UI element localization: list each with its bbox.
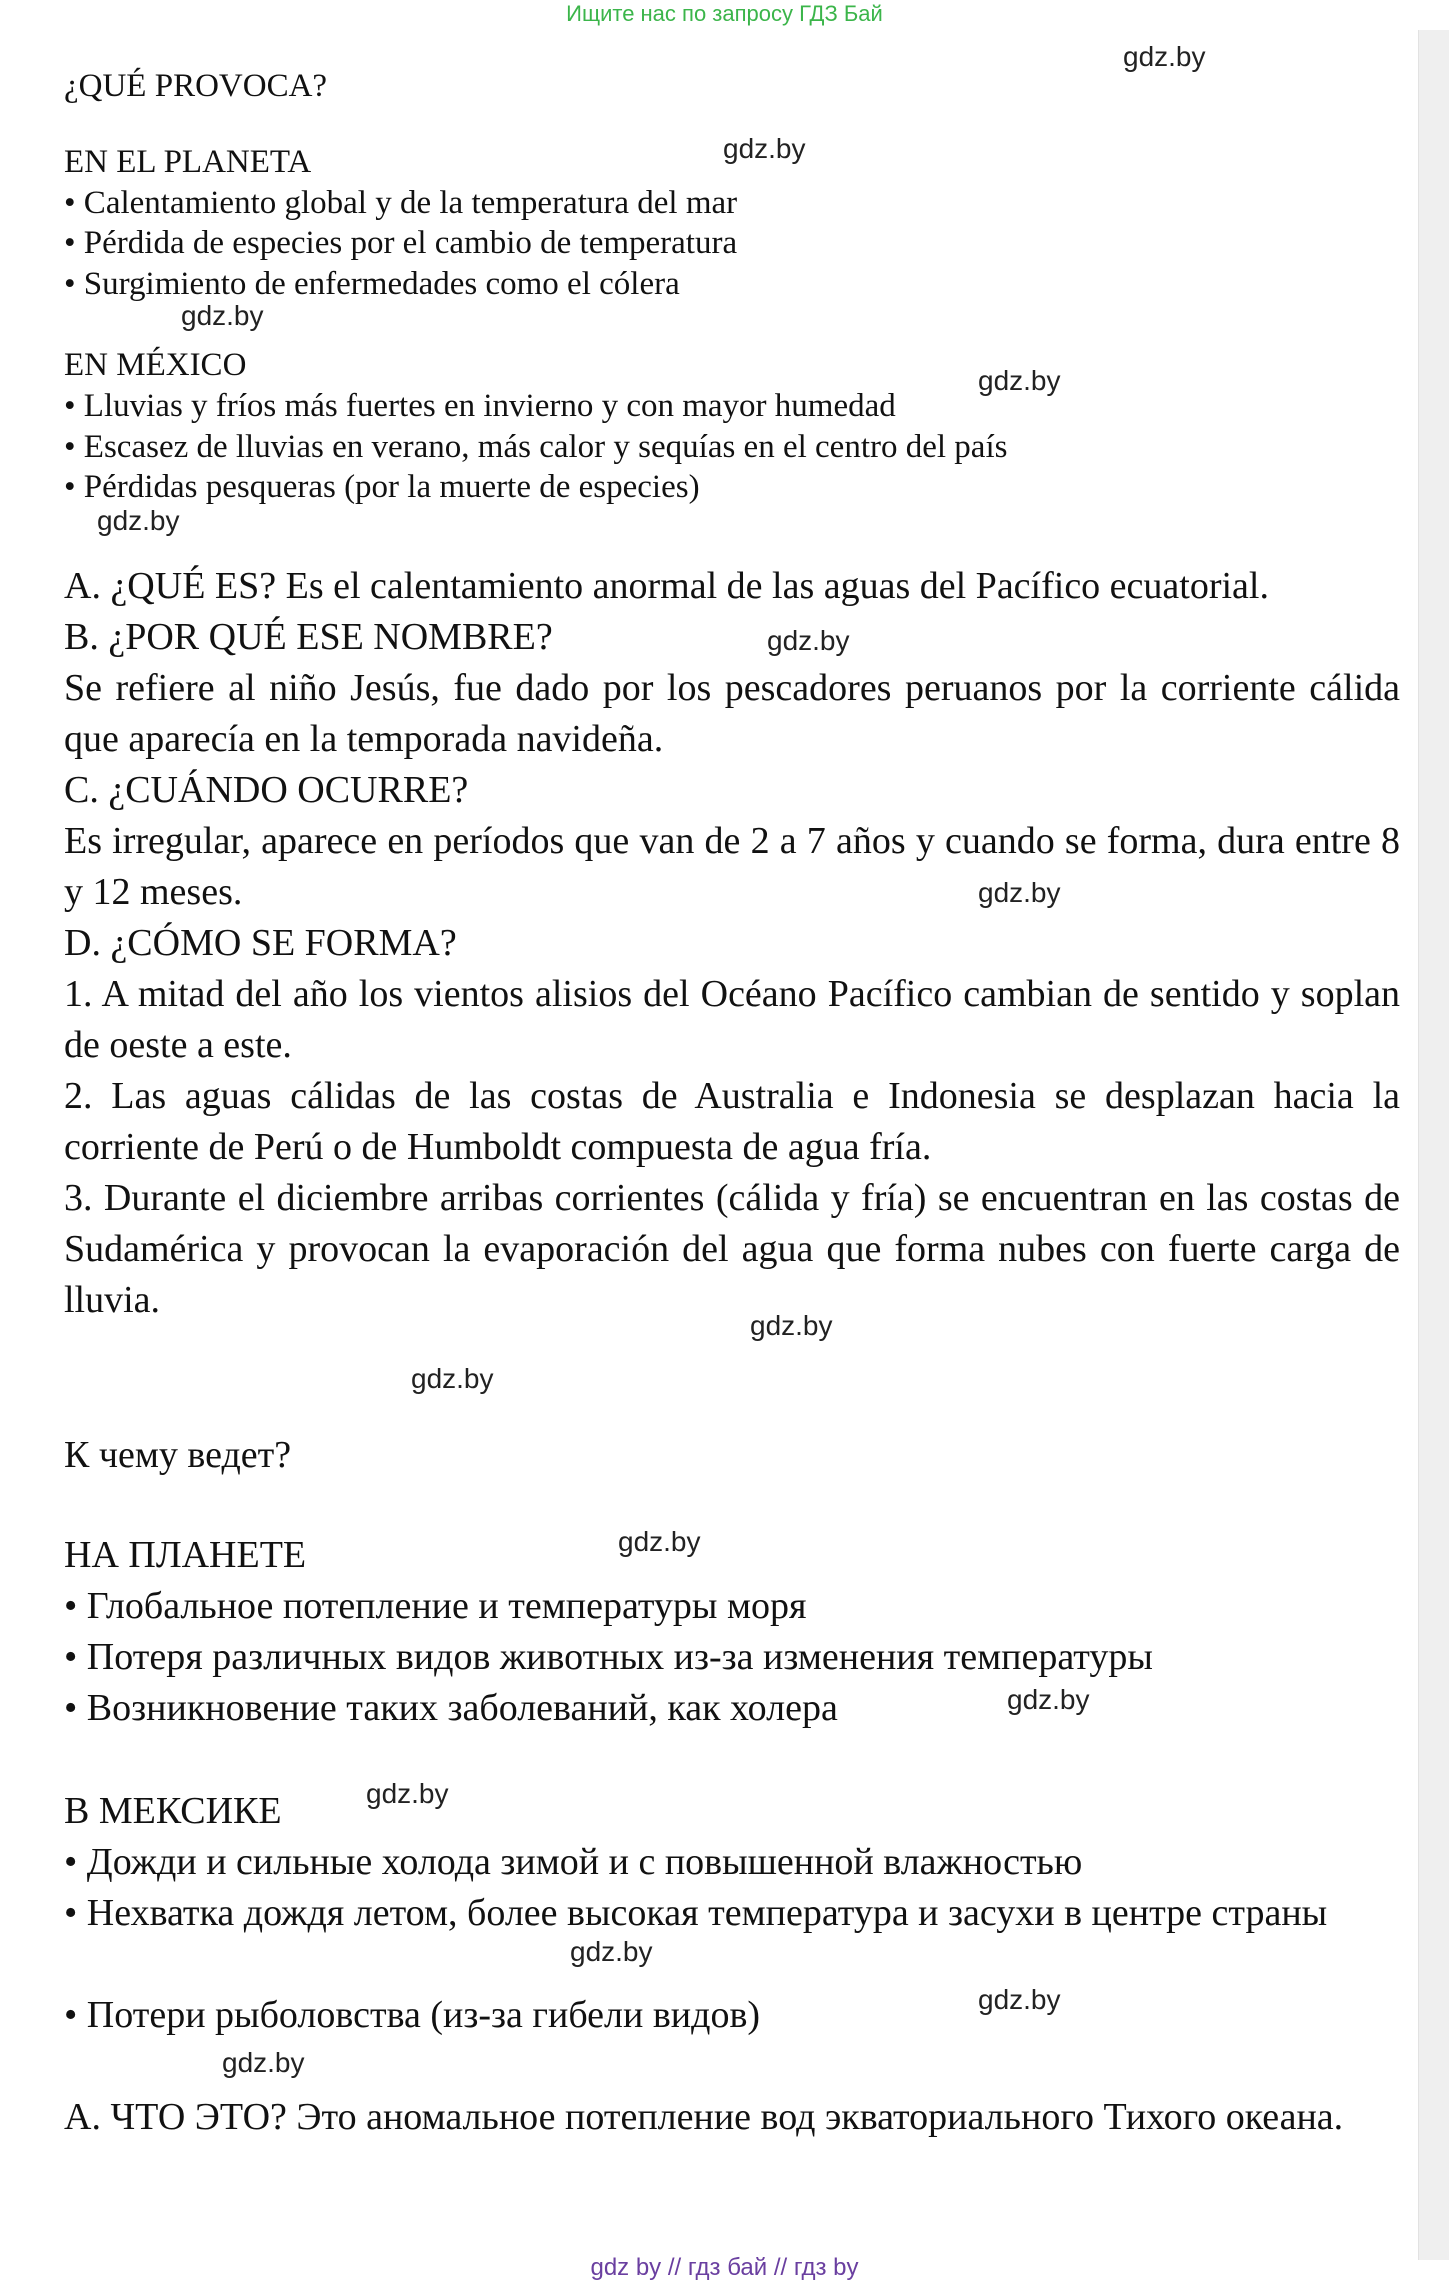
mexico-heading-ru: В МЕКСИКЕ (64, 1790, 282, 1832)
formation-step: 1. A mitad del año los vientos alisios del Océano Pacífico cambian de sentido y soplan de oeste a este. (64, 973, 1400, 1066)
formation-step: 3. Durante el diciembre arribas corrientes (cálida y fría) se encuentran en las costas de Sudamérica y provocan la evaporación del agua que forma nubes con fuerte carga de lluvia. (64, 1177, 1400, 1321)
planet-heading-ru: НА ПЛАНЕТЕ (64, 1534, 307, 1576)
watermark: gdz.by (411, 1363, 494, 1394)
planet-heading-es: EN EL PLANETA (64, 144, 312, 180)
list-item: • Lluvias y fríos más fuertes en invierno y con mayor humedad (64, 388, 896, 424)
mexico-heading-es: EN MÉXICO (64, 347, 247, 383)
watermark: gdz.by (366, 1778, 449, 1809)
watermark: gdz.by (618, 1526, 701, 1557)
footer-links[interactable]: gdz by // гдз бай // гдз by (590, 2254, 859, 2281)
list-item: • Возникновение таких заболеваний, как холера (64, 1687, 838, 1729)
answer-b-heading-es: B. ¿POR QUÉ ESE NOMBRE? (64, 616, 553, 658)
watermark: gdz.by (750, 1310, 833, 1341)
watermark: gdz.by (978, 877, 1061, 908)
question-heading-es: ¿QUÉ PROVOCA? (64, 68, 328, 104)
watermark: gdz.by (97, 505, 180, 536)
watermark: gdz.by (767, 625, 850, 656)
answer-d-heading-es: D. ¿CÓMO SE FORMA? (64, 922, 457, 964)
watermark: gdz.by (978, 1984, 1061, 2015)
list-item: • Потери рыболовства (из-за гибели видов) (64, 1994, 761, 2036)
list-item: • Дожди и сильные холода зимой и с повышенной влажностью (64, 1841, 1083, 1883)
list-item: • Escasez de lluvias en verano, más calor y sequías en el centro del país (64, 429, 1008, 465)
watermark: gdz.by (723, 133, 806, 164)
watermark: gdz.by (181, 300, 264, 331)
watermark: gdz.by (222, 2047, 305, 2078)
answer-c-text-es: Es irregular, aparece en períodos que van de 2 a 7 años y cuando se forma, dura entre 8 y 12 meses. (64, 820, 1400, 913)
list-item: • Pérdida de especies por el cambio de temperatura (64, 225, 738, 261)
list-item: • Pérdidas pesqueras (por la muerte de especies) (64, 469, 700, 505)
answer-a-es: A. ¿QUÉ ES? Es el calentamiento anormal de las aguas del Pacífico ecuatorial. (64, 565, 1269, 607)
watermark: gdz.by (1007, 1684, 1090, 1715)
list-item: • Потеря различных видов животных из-за изменения температуры (64, 1636, 1153, 1678)
answer-c-heading-es: C. ¿CUÁNDO OCURRE? (64, 769, 469, 811)
watermark: gdz.by (978, 365, 1061, 396)
scrollbar[interactable] (1418, 30, 1449, 2260)
answer-b-text-es: Se refiere al niño Jesús, fue dado por los pescadores peruanos por la corriente cálida que aparecía en la temporada navideña. (64, 667, 1400, 760)
list-item: • Нехватка дождя летом, более высокая температура и засухи в центре страны (64, 1892, 1328, 1934)
watermark: gdz.by (570, 1936, 653, 1967)
list-item: • Calentamiento global y de la temperatura del mar (64, 185, 738, 221)
formation-step: 2. Las aguas cálidas de las costas de Australia e Indonesia se desplazan hacia la corriente de Perú o de Humboldt compuesta de agua fría. (64, 1075, 1400, 1168)
list-item: • Surgimiento de enfermedades como el cólera (64, 266, 680, 302)
list-item: • Глобальное потепление и температуры моря (64, 1585, 807, 1627)
watermark: gdz.by (1123, 41, 1206, 72)
site-banner[interactable]: Ищите нас по запросу ГДЗ Бай (566, 1, 883, 26)
answer-a-ru: А. ЧТО ЭТО? Это аномальное потепление вод экваториального Тихого океана. (64, 2096, 1344, 2138)
question-heading-ru: К чему ведет? (64, 1434, 292, 1476)
